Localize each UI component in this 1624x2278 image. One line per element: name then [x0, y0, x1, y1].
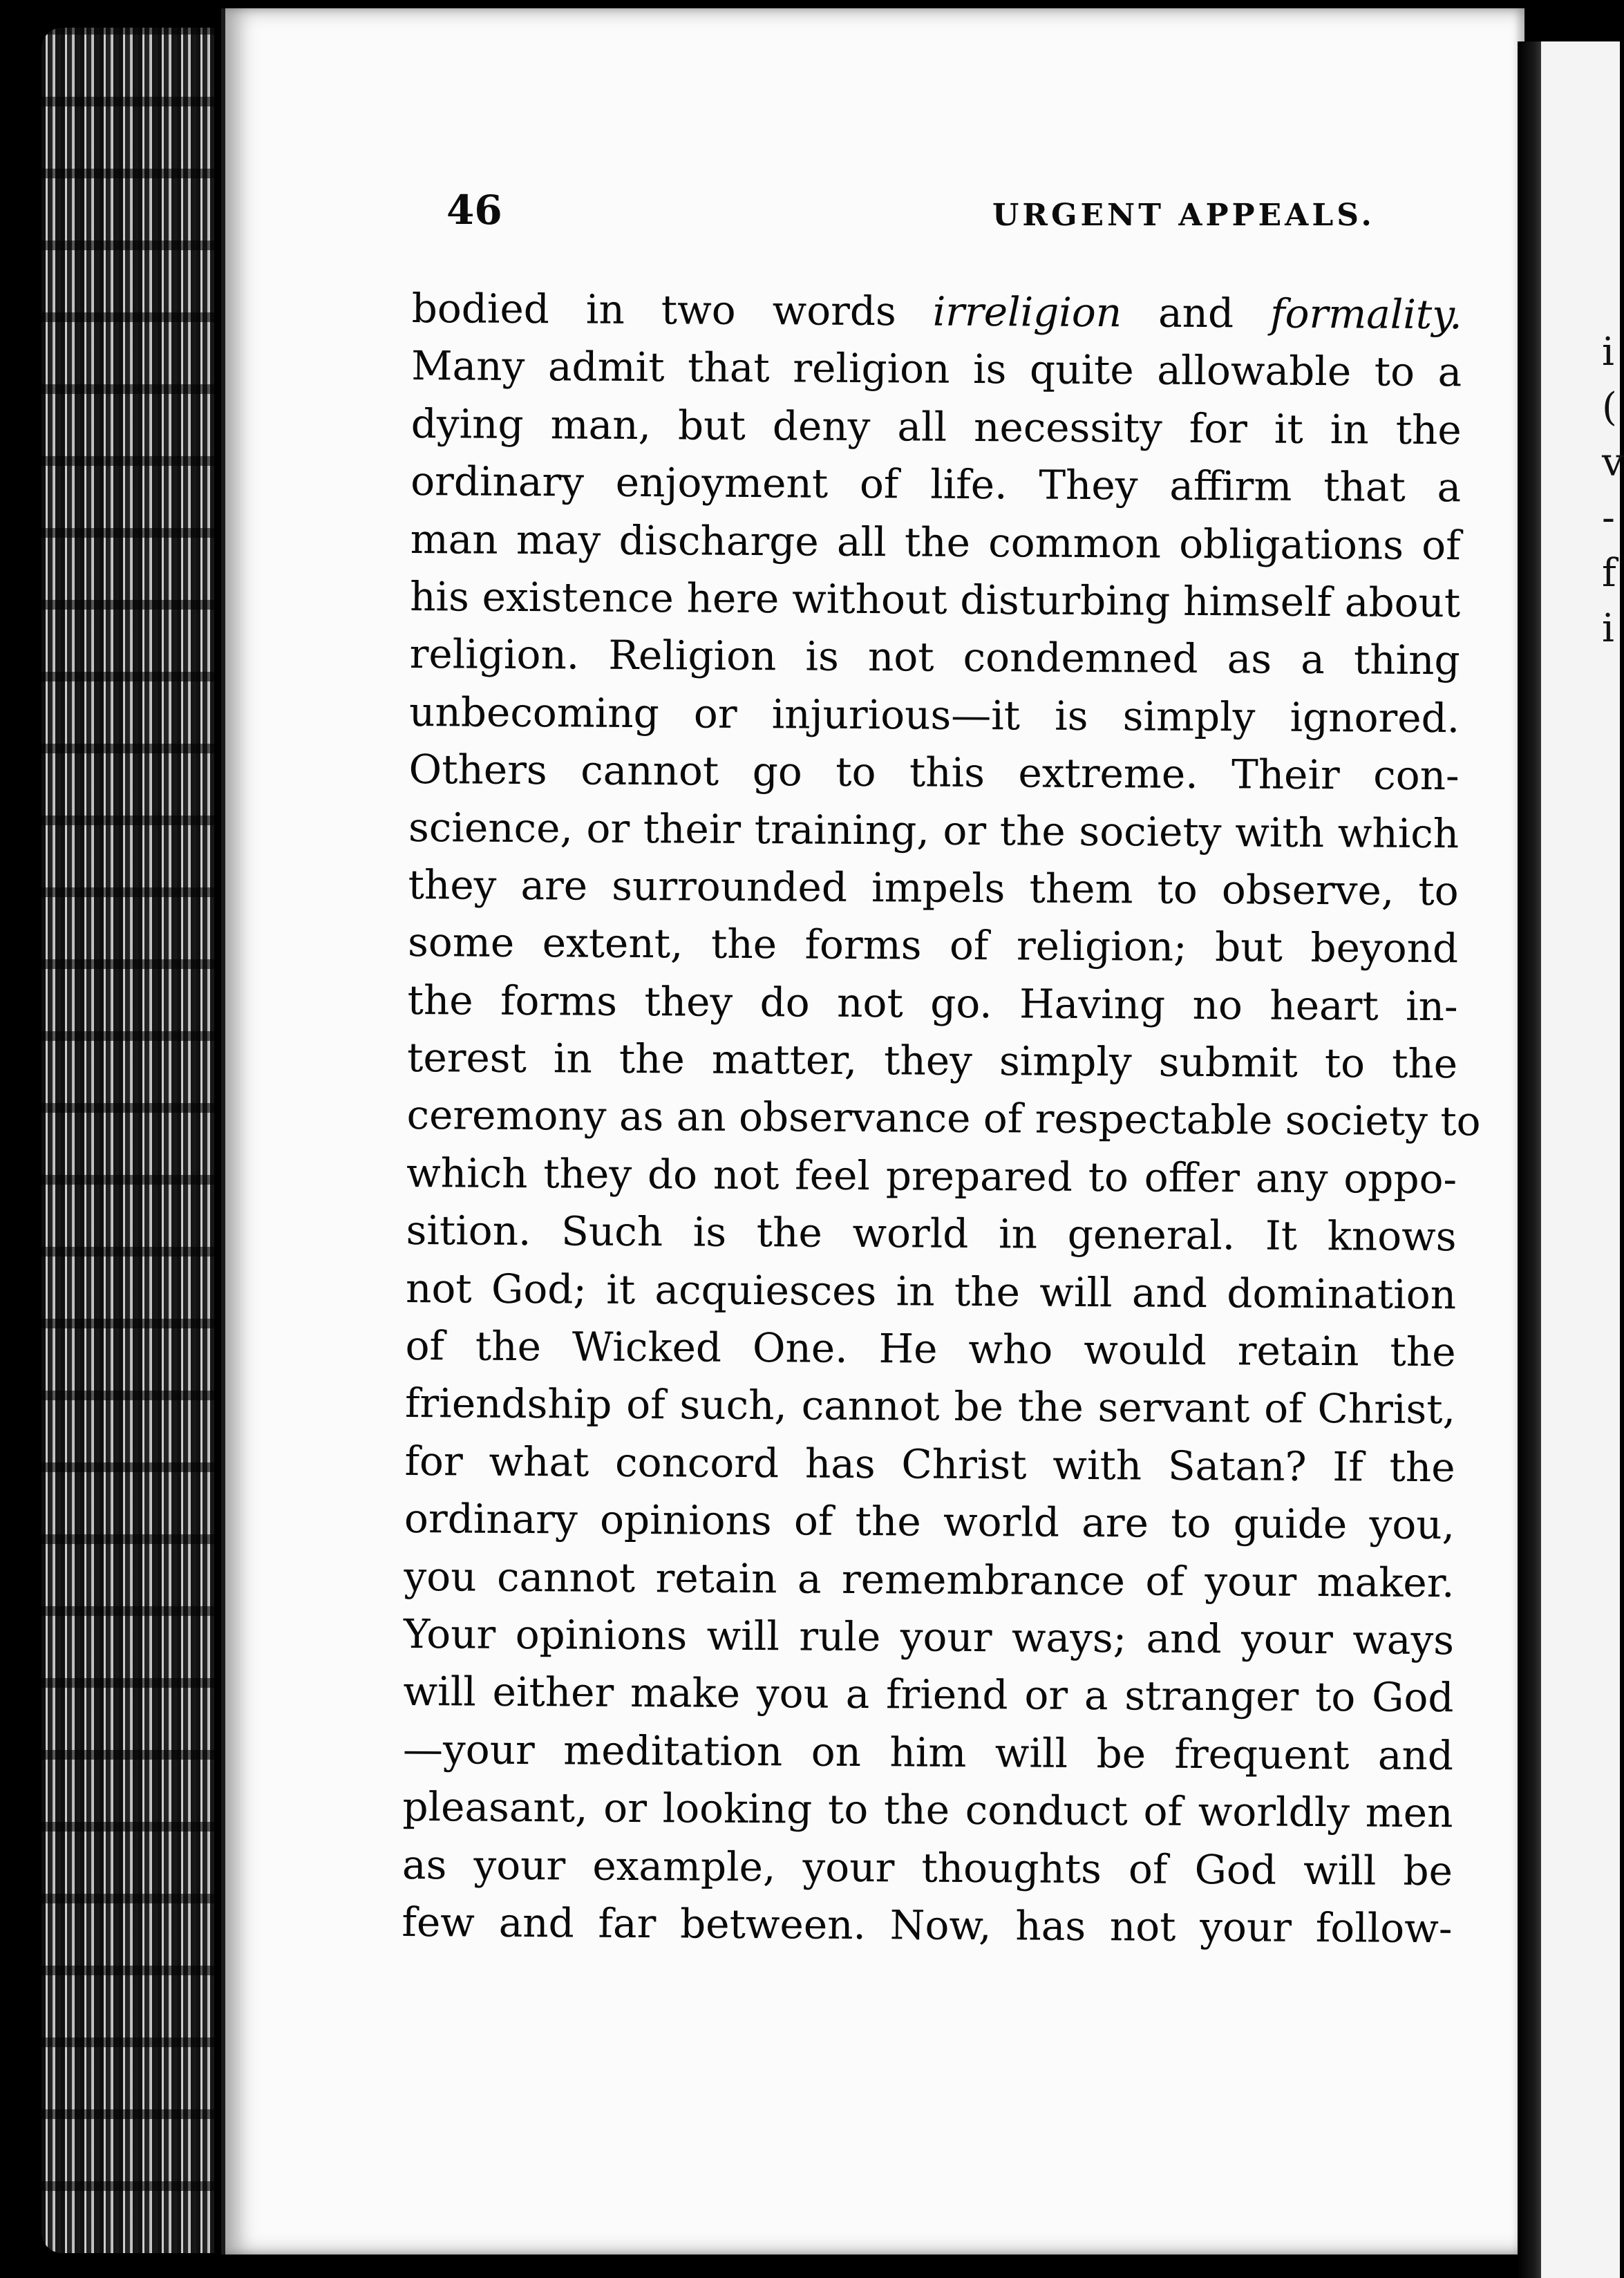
text-line: for what concord has Christ with Satan? If the [404, 1437, 1455, 1491]
page-block-edge [41, 28, 214, 2253]
text-line: ceremony as an observance of respectable society to [406, 1091, 1481, 1145]
text-line: of the Wicked One. He who would retain the [405, 1322, 1456, 1376]
text-line: ordinary opinions of the world are to guide you, [404, 1495, 1455, 1549]
text-line: Others cannot go to this extreme. Their con- [408, 746, 1460, 800]
text-line [411, 280, 1462, 344]
facing-glyph: i [1602, 606, 1614, 651]
text-line: you cannot retain a remembrance of your maker. [404, 1552, 1455, 1606]
text-line: the forms they do not go. Having no heart in- [407, 976, 1458, 1030]
text-line: man may discharge all the common obligations of [410, 515, 1461, 569]
text-line: religion. Religion is not condemned as a thing [409, 630, 1460, 684]
text-line: which they do not feel prepared to offer any oppo- [406, 1149, 1457, 1203]
text-line: friendship of such, cannot be the servant of Christ, [404, 1380, 1456, 1433]
facing-glyph: i [1602, 330, 1614, 375]
text-line: —your meditation on him will be frequent and [402, 1725, 1454, 1780]
body-text [402, 280, 1481, 1958]
text-run: bodied in two words [411, 284, 933, 335]
facing-glyph: v [1602, 440, 1624, 485]
text-line: they are surrounded impels them to observe, to [408, 860, 1459, 915]
facing-glyph: ( [1602, 385, 1617, 430]
facing-page-glyphs [1602, 325, 1624, 657]
text-line: not God; it acquiesces in the will and domination [405, 1264, 1457, 1318]
facing-glyph: f [1602, 551, 1616, 596]
text-line: ordinary enjoyment of life. They affirm that a [410, 458, 1462, 511]
text-line: unbecoming or injurious—it is simply ignored. [408, 688, 1460, 742]
text-line: sition. Such is the world in general. It knows [406, 1207, 1457, 1261]
text-line: as your example, your thoughts of God will be [402, 1841, 1453, 1894]
text-line: few and far between. Now, has not your follow- [402, 1898, 1453, 1952]
emphasis-formality: formality. [1269, 290, 1462, 339]
text-line: pleasant, or looking to the conduct of worldly men [402, 1783, 1453, 1837]
running-head [446, 187, 1428, 249]
running-title: URGENT APPEALS. [992, 198, 1375, 233]
emphasis-irreligion: irreligion [932, 288, 1122, 337]
text-line: Your opinions will rule your ways; and your ways [403, 1610, 1455, 1664]
text-run: and [1121, 289, 1271, 337]
text-line: dying man, but deny all necessity for it in the [410, 399, 1462, 454]
text-line: some extent, the forms of religion; but beyond [407, 919, 1459, 972]
text-line: his existence here without disturbing himself about [409, 572, 1461, 627]
text-line: terest in the matter, they simply submit to the [406, 1034, 1458, 1088]
text-line: will either make you a friend or a stranger to God [403, 1668, 1454, 1722]
text-line: science, or their training, or the society with which [408, 803, 1460, 857]
text-line: Many admit that religion is quite allowable to a [411, 342, 1462, 396]
facing-glyph: - [1602, 496, 1615, 540]
page-number: 46 [446, 187, 502, 234]
